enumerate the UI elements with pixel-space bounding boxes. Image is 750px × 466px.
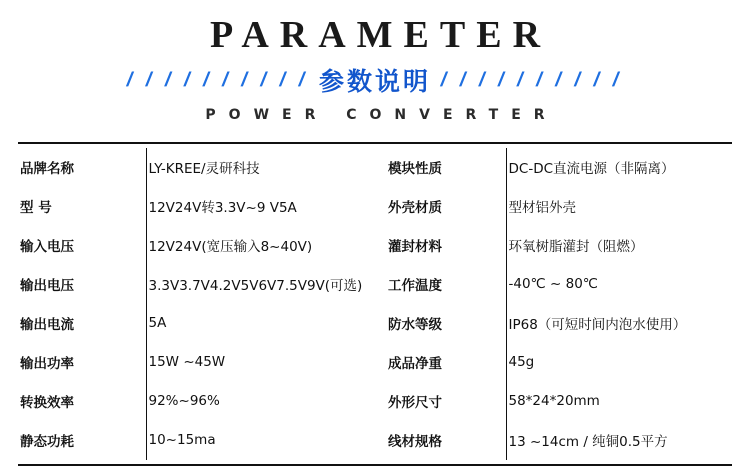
spec-label: 转换效率 [20, 395, 74, 412]
spec-value: 15W ~45W [146, 343, 386, 382]
spec-value: 5A [146, 304, 386, 343]
spec-label: 输入电压 [20, 239, 74, 256]
spec-label: 型 号 [20, 200, 52, 217]
table-row [18, 148, 732, 187]
spec-value: 45g [506, 343, 732, 382]
table-row [18, 187, 732, 226]
spec-value: 型材铝外壳 [506, 187, 732, 226]
spec-label: 工作温度 [388, 278, 442, 295]
table-row [18, 382, 732, 421]
page-title-chinese: 参数说明 [318, 66, 431, 96]
spec-label: 品牌名称 [20, 161, 74, 178]
spec-value: 3.3V3.7V4.2V5V6V7.5V9V(可选) [146, 265, 386, 304]
page-header [0, 0, 750, 123]
page-title: PARAMETER [209, 14, 552, 56]
table-row [18, 265, 732, 304]
subtitle-row [0, 65, 750, 95]
spec-label: 外形尺寸 [388, 395, 442, 412]
spec-label: 线材规格 [388, 434, 442, 451]
table-row [18, 421, 732, 460]
spec-table-body [18, 148, 732, 460]
spec-value: -40℃ ~ 80℃ [506, 265, 732, 304]
spec-value: 10~15ma [146, 421, 386, 460]
spec-label: 输出电流 [20, 317, 74, 334]
table-row [18, 343, 732, 382]
spec-value: 58*24*20mm [506, 382, 732, 421]
spec-label: 防水等级 [388, 317, 442, 334]
spec-value: 环氧树脂灌封（阻燃） [506, 226, 732, 265]
spec-value: DC-DC直流电源（非隔离） [506, 148, 732, 187]
spec-label: 输出电压 [20, 278, 74, 295]
spec-table [18, 148, 732, 460]
spec-label: 成品净重 [388, 356, 442, 373]
spec-label: 输出功率 [20, 356, 74, 373]
spec-value: IP68（可短时间内泡水使用） [506, 304, 732, 343]
page-subtitle: POWER CONVERTER [205, 106, 558, 123]
table-row [18, 304, 732, 343]
spec-value: LY-KREE/灵研科技 [146, 148, 386, 187]
spec-value: 12V24V转3.3V~9 V5A [146, 187, 386, 226]
spec-table-container [18, 142, 732, 466]
spec-label: 静态功耗 [20, 434, 74, 451]
spec-value: 13 ~14cm / 纯铜0.5平方 [506, 421, 732, 460]
spec-value: 12V24V(宽压输入8~40V) [146, 226, 386, 265]
decorative-slashes-right: / / / / / / / / / / [438, 68, 625, 91]
spec-label: 灌封材料 [388, 239, 442, 256]
table-row [18, 226, 732, 265]
spec-label: 模块性质 [388, 161, 442, 178]
spec-label: 外壳材质 [388, 200, 442, 217]
spec-value: 92%~96% [146, 382, 386, 421]
decorative-slashes-left: / / / / / / / / / / [125, 68, 312, 91]
